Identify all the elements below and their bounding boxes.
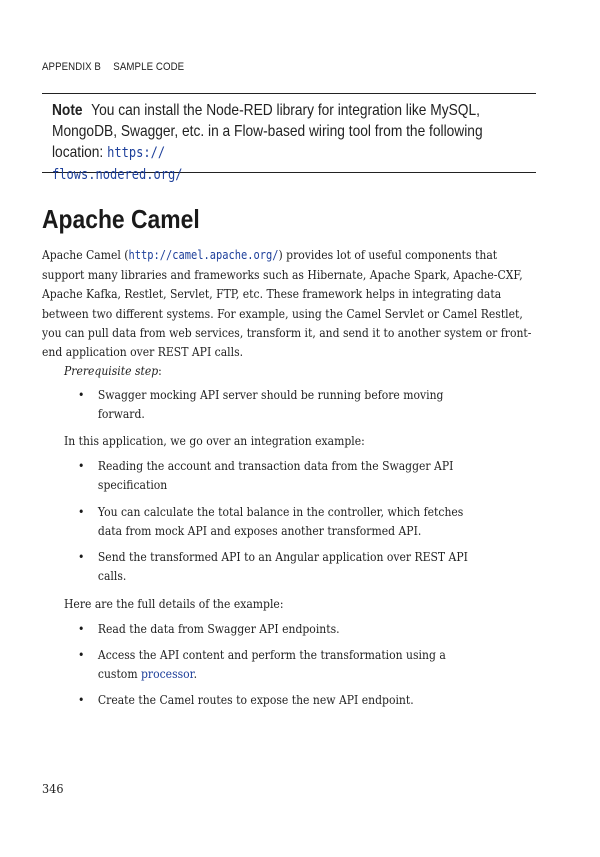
running-head-section: APPENDIX B (42, 61, 101, 73)
intro-text-rest: ) provides lot of useful components that support many libraries and frameworks such as Hibernate, Apache Spark, Apache-CXF, Apache Kafka, Restlet, Servlet, FTP, etc. These framework helps in integrating data between two different systems. For example, using the Camel Servlet or Camel Restlet, you can pull data from web services, transform it, and send it to another system or front-end application over REST API calls. (42, 247, 532, 360)
prereq-label-text: Prerequisite step (64, 363, 159, 378)
list-item-text-end: . (193, 666, 198, 682)
list-item-text: Swagger mocking API server should be running before moving forward. (97, 387, 444, 422)
note-label: Note (52, 102, 83, 119)
list-item-text: You can calculate the total balance in the controller, which fetches data from mock API and exposes another transformed API. (97, 504, 464, 539)
details-intro: Here are the full details of the example: (64, 596, 284, 611)
prereq-colon: : (158, 363, 162, 378)
section-heading: Apache Camel (42, 204, 200, 234)
note-box (42, 93, 536, 183)
list-item-text: Create the Camel routes to expose the new API endpoint. (97, 692, 414, 707)
note-link-part1: https:// (107, 145, 166, 161)
prereq-label (64, 361, 162, 380)
camel-link[interactable]: http://camel.apache.org/ (128, 248, 279, 262)
intro-text-start: Apache Camel ( (42, 247, 129, 262)
page-number: 346 (42, 781, 64, 796)
note-text (52, 100, 534, 186)
running-head-title: SAMPLE CODE (113, 61, 185, 73)
note-body: You can install the Node-RED library for integration like MySQL, MongoDB, Swagger, etc. in a Flow-based wiring tool from the following location: (52, 102, 483, 161)
list-item-text (98, 645, 461, 683)
bullet-icon: • (78, 458, 85, 473)
bullet-icon: • (78, 621, 85, 636)
running-head (42, 61, 184, 73)
intro-paragraph (42, 245, 535, 361)
processor-link[interactable]: processor (141, 666, 194, 682)
example-intro: In this application, we go over an integration example: (64, 433, 365, 448)
list-item-text: Read the data from Swagger API endpoints. (97, 621, 340, 636)
bullet-icon: • (78, 692, 85, 707)
bullet-icon: • (78, 504, 85, 519)
bullet-icon: • (78, 647, 85, 662)
note-link-part2: flows.nodered.org/ (52, 167, 183, 183)
list-item-text: Send the transformed API to an Angular application over REST API calls. (97, 549, 468, 584)
list-item-text: Reading the account and transaction data from the Swagger API specification (97, 458, 454, 493)
list-item-text-start: Access the API content and perform the transformation using a custom (97, 647, 446, 682)
bullet-icon: • (78, 549, 85, 564)
bullet-icon: • (78, 387, 85, 402)
